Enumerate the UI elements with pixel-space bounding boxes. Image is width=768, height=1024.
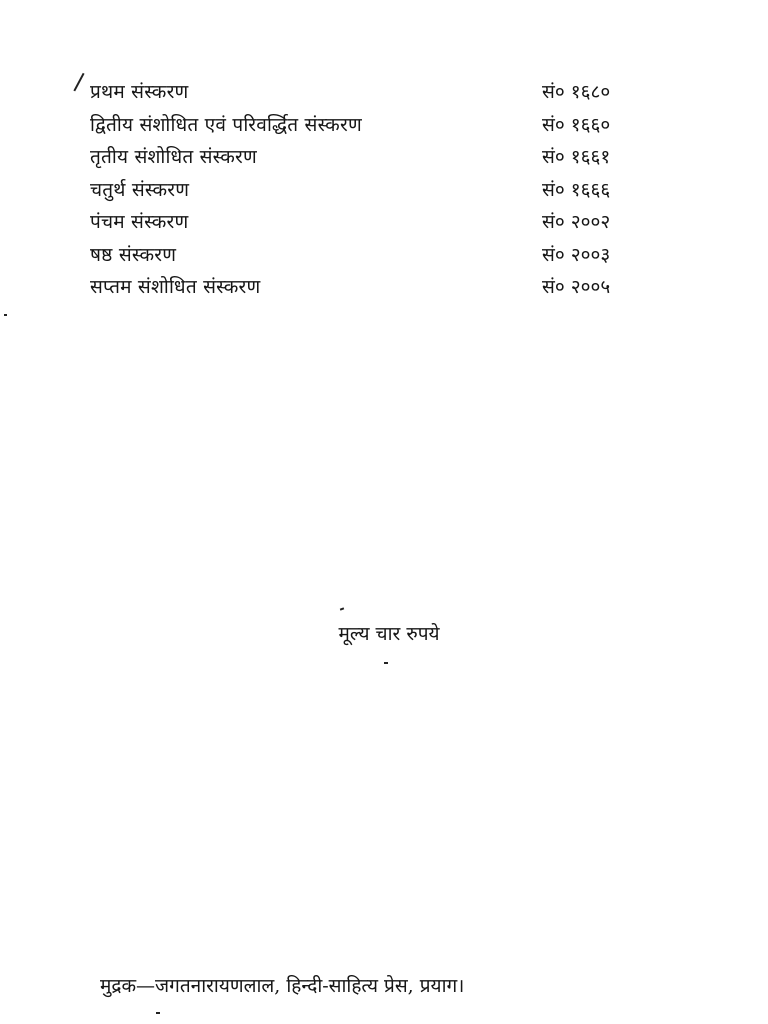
ink-speck [384, 662, 388, 664]
edition-name: षष्ठ संस्करण [90, 243, 177, 266]
printer-credit: मुद्रक—जगतनारायणलाल, हिन्दी-साहित्य प्रेस, प्रयाग। [100, 975, 465, 997]
edition-row [90, 143, 670, 176]
edition-row [90, 273, 670, 306]
edition-row [90, 78, 670, 111]
pen-stroke-mark [73, 73, 84, 91]
edition-name: तृतीय संशोधित संस्करण [90, 146, 257, 168]
edition-history-list [90, 78, 670, 306]
edition-year: सं० १६८० [542, 81, 611, 103]
edition-name: चतुर्थ संस्करण [90, 178, 190, 201]
edition-name: पंचम संस्करण [90, 211, 189, 233]
edition-row [90, 241, 670, 274]
edition-year: सं० २००३ [542, 243, 611, 266]
edition-row [90, 111, 670, 144]
edition-year: सं० १६६० [542, 113, 611, 136]
edition-row [90, 176, 670, 209]
edition-name: द्वितीय संशोधित एवं परिवर्द्धित संस्करण [90, 113, 362, 136]
edition-year: सं० २००२ [542, 211, 611, 233]
edition-year: सं० १६६१ [542, 146, 611, 168]
price-line: मूल्य चार रुपये [338, 623, 440, 645]
edition-year: सं० २००५ [542, 276, 611, 298]
ink-speck [156, 1012, 160, 1014]
edition-year: सं० १६६६ [542, 178, 611, 201]
edition-name: सप्तम संशोधित संस्करण [90, 276, 261, 298]
edition-name: प्रथम संस्करण [90, 81, 189, 103]
edition-row [90, 208, 670, 241]
ink-speck [340, 607, 344, 610]
ink-speck [4, 314, 7, 316]
